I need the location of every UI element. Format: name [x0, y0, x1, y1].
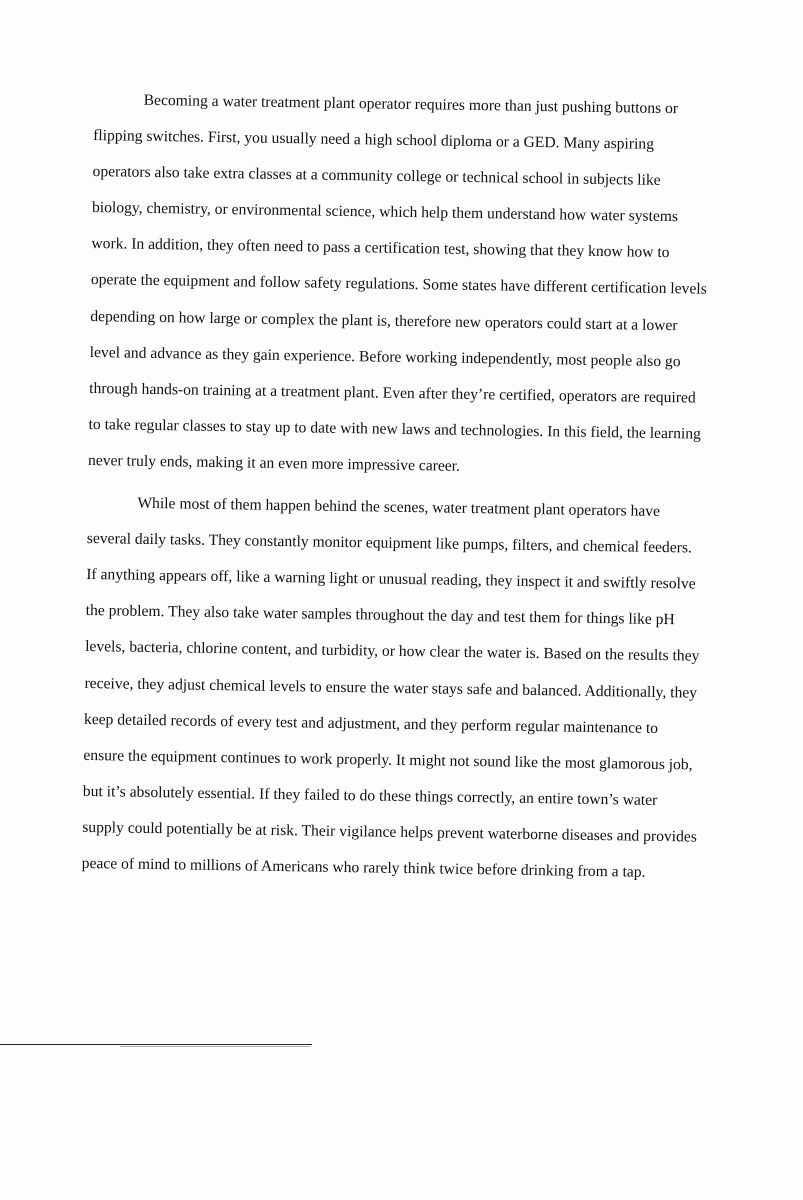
- essay-body: [81, 82, 711, 892]
- paragraph-daily-tasks: While most of them happen behind the scenes, water treatment plant operators have several daily tasks. They constantly monitor equipment like pumps, filters, and chemical feeders. If anything appears off, like a warning light or unusual reading, they inspect it and swiftly resolve the problem. They also take water samples throughout the day and test them for things like pH levels, bacteria, chlorine content, and turbidity, or how clear the water is. Based on the results they receive, they adjust chemical levels to ensure the water stays safe and balanced. Additionally, they keep detailed records of every test and adjustment, and they perform regular maintenance to ensure the equipment continues to work properly. It might not sound like the most glamorous job, but it’s absolutely essential. If they failed to do these things correctly, an entire town’s water supply could potentially be at risk. Their vigilance helps prevent waterborne diseases and provides peace of mind to millions of Americans who rarely think twice before drinking from a tap.: [81, 494, 700, 881]
- footnote-divider-line: [0, 1044, 312, 1045]
- paragraph-education-requirements: Becoming a water treatment plant operator requires more than just pushing buttons or flipping switches. First, you usually need a high school diploma or a GED. Many aspiring operators also take extra classes at a community college or technical school in subjects like biology, chemistry, or environmental science, which help them understand how water systems work. In addition, they often need to pass a certification test, showing that they know how to operate the equipment and follow safety regulations. Some states have different certification levels depending on how large or complex the plant is, therefore new operators could start at a lower level and advance as they gain experience. Before working independently, most people also go through hands-on training at a treatment plant. Even after they’re certified, operators are required to take regular classes to stay up to date with new laws and technologies. In this field, the learning never truly ends, making it an even more impressive career.: [87, 91, 707, 475]
- footnote-divider-shadow: [120, 1046, 310, 1047]
